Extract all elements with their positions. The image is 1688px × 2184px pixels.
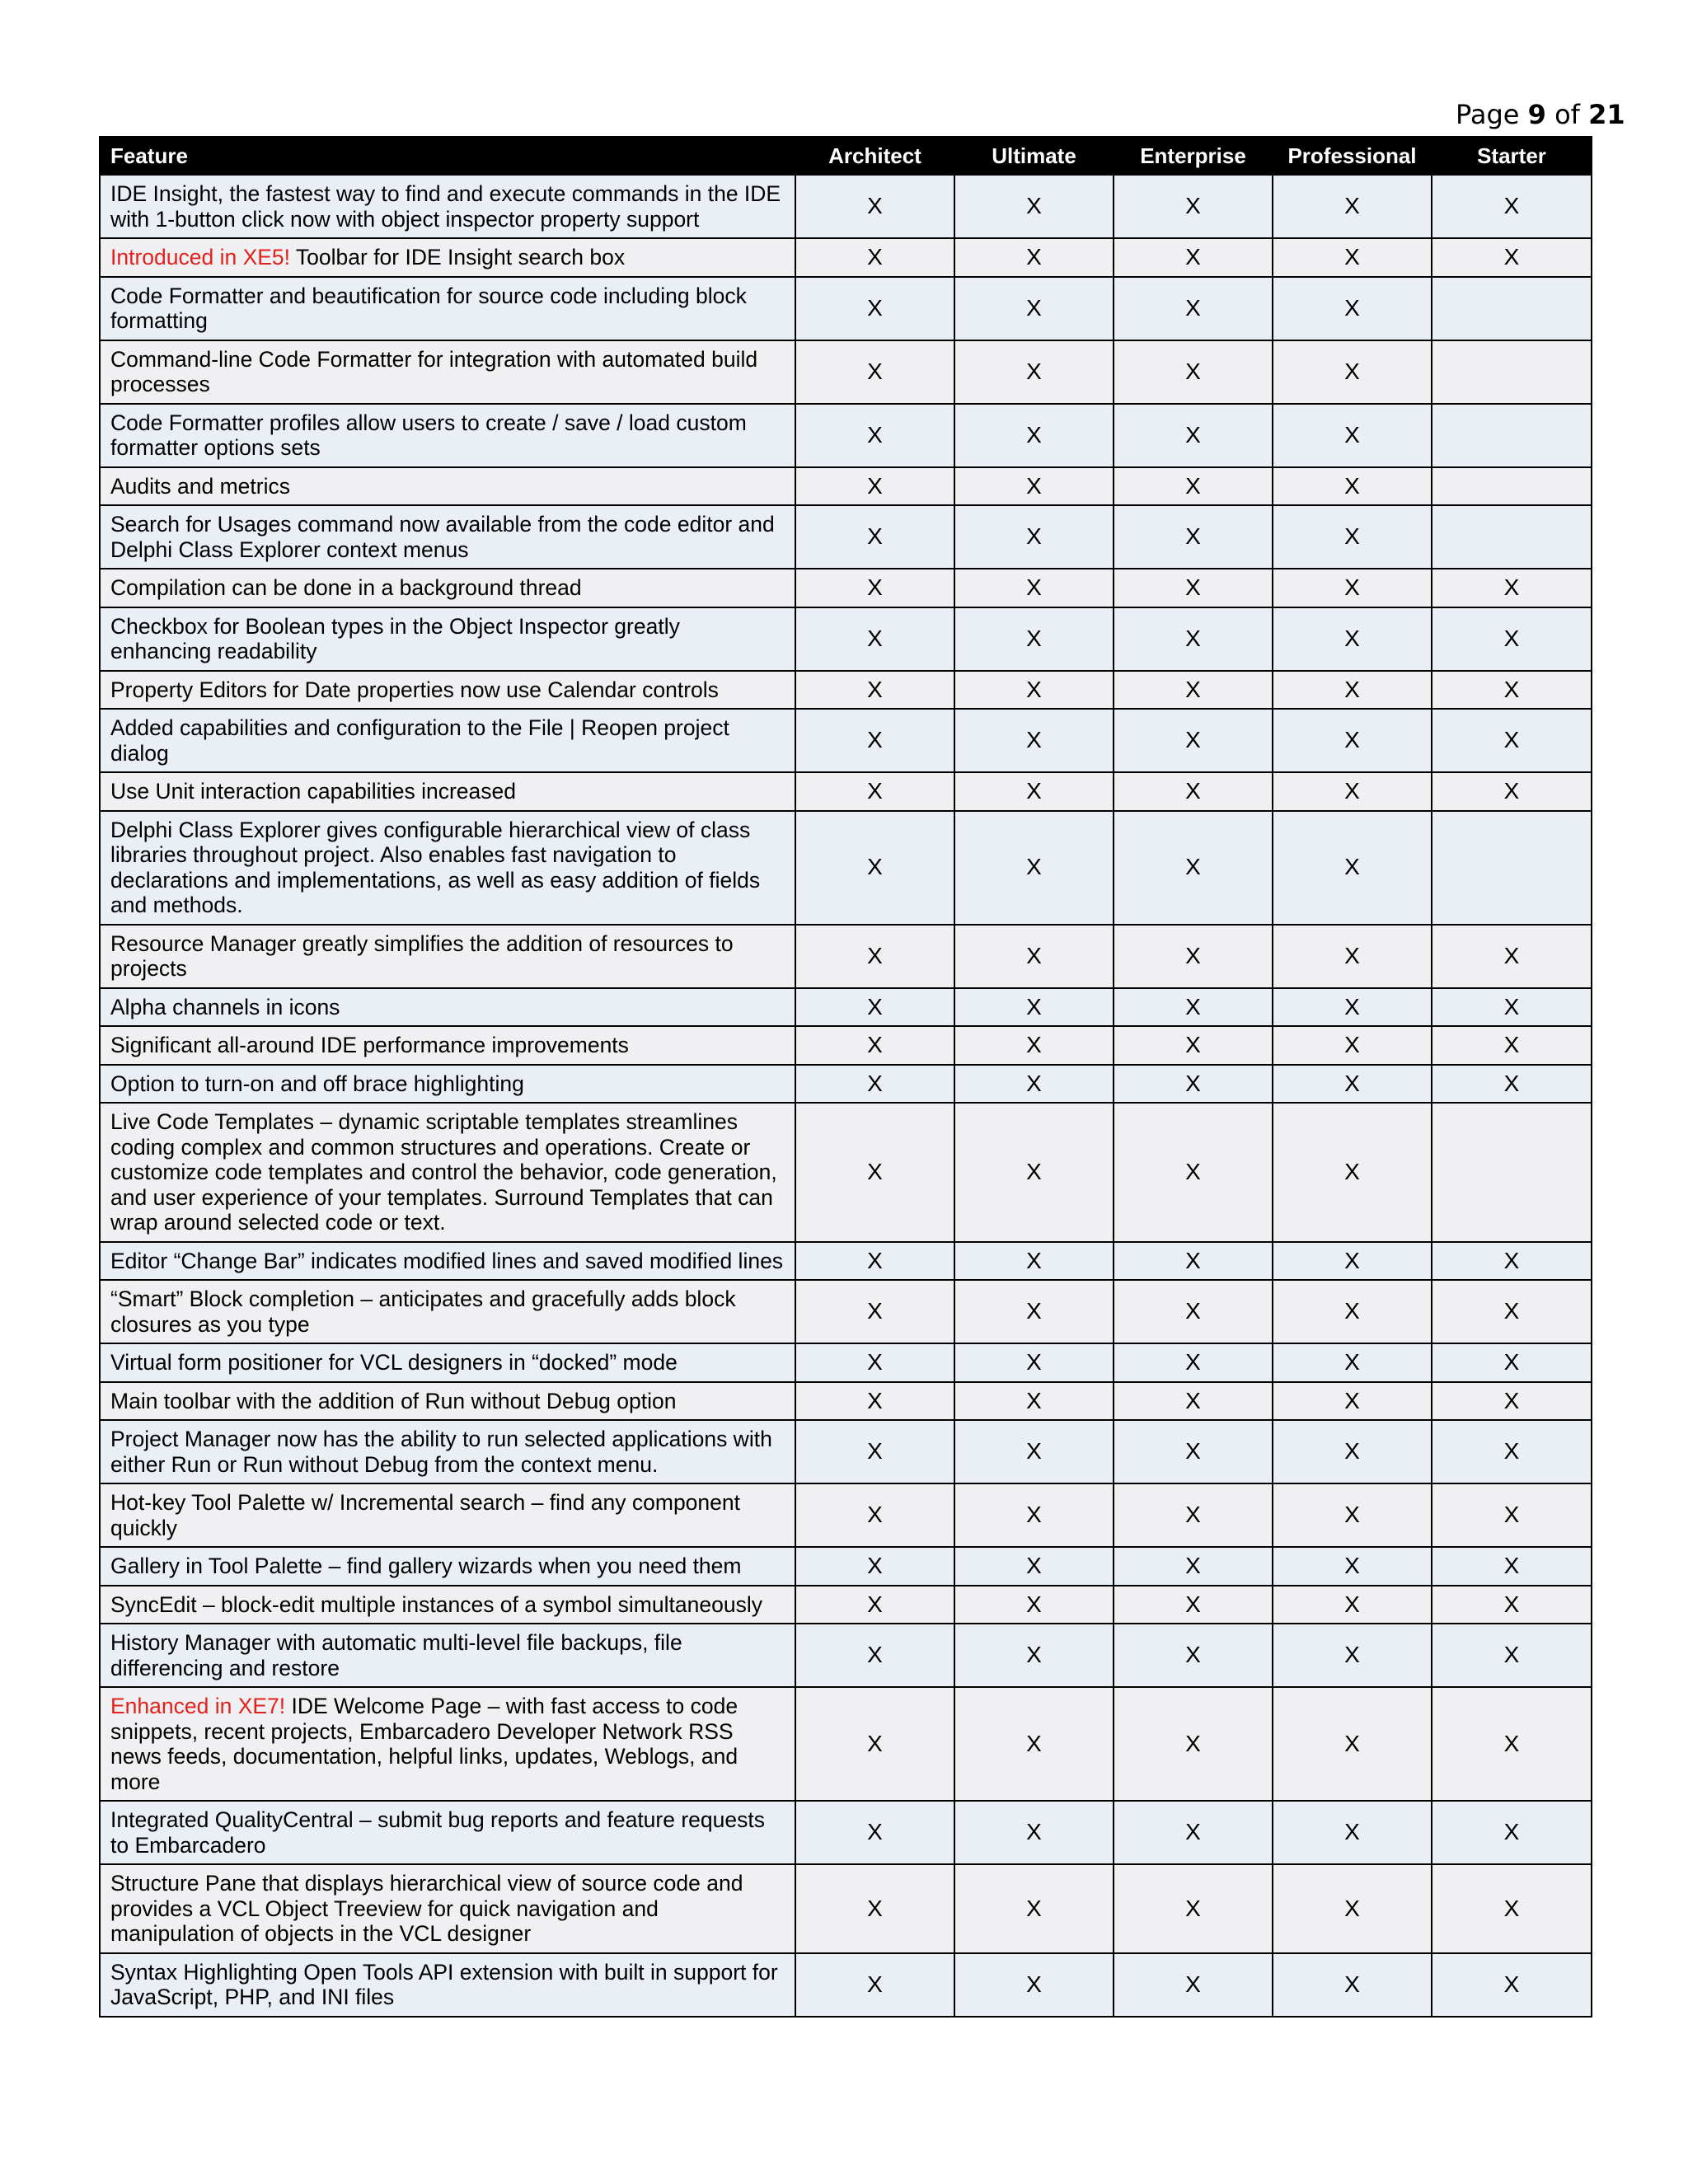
table-row: [100, 1280, 1592, 1343]
enterprise-mark: X: [1114, 1280, 1273, 1343]
table-row: [100, 277, 1592, 340]
feature-highlight-label: Introduced in XE5!: [110, 245, 291, 269]
page-total: 21: [1588, 99, 1625, 130]
feature-cell: [100, 1586, 795, 1624]
ultimate-mark: X: [954, 1343, 1114, 1382]
professional-mark: X: [1273, 1103, 1432, 1242]
ultimate-mark: X: [954, 1801, 1114, 1864]
table-row: [100, 340, 1592, 404]
feature-text: IDE Welcome Page – with fast access to code snippets, recent projects, Embarcadero Developer Network RSS news feeds, documentation, helpful links, updates, Weblogs, and more: [110, 1694, 738, 1794]
starter-mark: X: [1432, 1065, 1592, 1104]
ultimate-mark: X: [954, 277, 1114, 340]
architect-mark: X: [795, 175, 954, 238]
professional-mark: X: [1273, 671, 1432, 710]
starter-mark: X: [1432, 607, 1592, 671]
professional-mark: X: [1273, 1801, 1432, 1864]
enterprise-mark: X: [1114, 1586, 1273, 1624]
table-row: [100, 1586, 1592, 1624]
feature-text: Property Editors for Date properties now use Calendar controls: [110, 677, 719, 702]
feature-text: Project Manager now has the ability to run selected applications with either Run or Run without Debug from the context menu.: [110, 1427, 772, 1477]
enterprise-mark: X: [1114, 607, 1273, 671]
table-row: [100, 505, 1592, 569]
feature-text: Use Unit interaction capabilities increased: [110, 779, 516, 804]
feature-cell: [100, 238, 795, 277]
feature-text: Gallery in Tool Palette – find gallery wizards when you need them: [110, 1554, 742, 1578]
professional-mark: X: [1273, 1420, 1432, 1483]
table-row: [100, 1343, 1592, 1382]
architect-mark: X: [795, 1483, 954, 1547]
ultimate-mark: X: [954, 811, 1114, 925]
feature-text: Live Code Templates – dynamic scriptable templates streamlines coding complex and common structures and operations. Create or customize code templates and control the behavior, code generation, and user experience of your templates. Surround Templates that can wrap around selected code or text.: [110, 1109, 777, 1235]
table-row: [100, 1953, 1592, 2017]
feature-cell: [100, 1280, 795, 1343]
table-row: [100, 1420, 1592, 1483]
starter-mark: [1432, 505, 1592, 569]
architect-mark: X: [795, 238, 954, 277]
enterprise-mark: X: [1114, 1953, 1273, 2017]
column-header-feature: Feature: [100, 137, 795, 175]
professional-mark: X: [1273, 988, 1432, 1027]
ultimate-mark: X: [954, 1953, 1114, 2017]
feature-cell: [100, 277, 795, 340]
ultimate-mark: X: [954, 340, 1114, 404]
enterprise-mark: X: [1114, 772, 1273, 811]
table-row: [100, 238, 1592, 277]
feature-highlight-label: Enhanced in XE7!: [110, 1694, 286, 1718]
architect-mark: X: [795, 1242, 954, 1281]
architect-mark: X: [795, 1420, 954, 1483]
architect-mark: X: [795, 1864, 954, 1953]
professional-mark: X: [1273, 505, 1432, 569]
enterprise-mark: X: [1114, 1420, 1273, 1483]
professional-mark: X: [1273, 404, 1432, 467]
feature-cell: [100, 811, 795, 925]
starter-mark: X: [1432, 1547, 1592, 1586]
architect-mark: X: [795, 1103, 954, 1242]
professional-mark: X: [1273, 709, 1432, 772]
feature-text: Delphi Class Explorer gives configurable hierarchical view of class libraries throughout project. Also enables fast navigation to declarations and implementations, as well as easy addition of fields and methods.: [110, 817, 761, 917]
architect-mark: X: [795, 1026, 954, 1065]
feature-text: Main toolbar with the addition of Run without Debug option: [110, 1388, 677, 1413]
feature-text: Search for Usages command now available from the code editor and Delphi Class Explorer context menus: [110, 512, 775, 562]
ultimate-mark: X: [954, 1420, 1114, 1483]
professional-mark: X: [1273, 1242, 1432, 1281]
feature-cell: [100, 1953, 795, 2017]
architect-mark: X: [795, 772, 954, 811]
ultimate-mark: X: [954, 1483, 1114, 1547]
column-header-ultimate: Ultimate: [954, 137, 1114, 175]
feature-text: Virtual form positioner for VCL designers in “docked” mode: [110, 1350, 678, 1375]
starter-mark: X: [1432, 569, 1592, 607]
starter-mark: X: [1432, 1242, 1592, 1281]
ultimate-mark: X: [954, 709, 1114, 772]
enterprise-mark: X: [1114, 1547, 1273, 1586]
feature-text: Alpha channels in icons: [110, 994, 340, 1019]
feature-cell: [100, 1103, 795, 1242]
feature-text: Structure Pane that displays hierarchical view of source code and provides a VCL Object Treeview for quick navigation and manipulation of objects in the VCL designer: [110, 1871, 743, 1946]
professional-mark: X: [1273, 1547, 1432, 1586]
table-row: [100, 1624, 1592, 1687]
column-header-enterprise: Enterprise: [1114, 137, 1273, 175]
feature-cell: [100, 1065, 795, 1104]
architect-mark: X: [795, 1624, 954, 1687]
enterprise-mark: X: [1114, 1624, 1273, 1687]
ultimate-mark: X: [954, 175, 1114, 238]
enterprise-mark: X: [1114, 709, 1273, 772]
ultimate-mark: X: [954, 1382, 1114, 1421]
ultimate-mark: X: [954, 988, 1114, 1027]
feature-text: Hot-key Tool Palette w/ Incremental search – find any component quickly: [110, 1490, 740, 1540]
enterprise-mark: X: [1114, 1382, 1273, 1421]
feature-text: Significant all-around IDE performance improvements: [110, 1033, 629, 1057]
enterprise-mark: X: [1114, 1687, 1273, 1801]
starter-mark: X: [1432, 925, 1592, 988]
architect-mark: X: [795, 1382, 954, 1421]
feature-cell: [100, 1483, 795, 1547]
feature-text: Compilation can be done in a background thread: [110, 575, 582, 600]
feature-text: IDE Insight, the fastest way to find and execute commands in the IDE with 1-button click now with object inspector property support: [110, 181, 781, 232]
architect-mark: X: [795, 1687, 954, 1801]
enterprise-mark: X: [1114, 1103, 1273, 1242]
architect-mark: X: [795, 1586, 954, 1624]
starter-mark: X: [1432, 988, 1592, 1027]
enterprise-mark: X: [1114, 671, 1273, 710]
architect-mark: X: [795, 925, 954, 988]
feature-cell: [100, 671, 795, 710]
feature-text: Command-line Code Formatter for integration with automated build processes: [110, 346, 758, 396]
feature-cell: [100, 925, 795, 988]
enterprise-mark: X: [1114, 1242, 1273, 1281]
feature-text: Resource Manager greatly simplifies the addition of resources to projects: [110, 930, 734, 981]
feature-text: Code Formatter profiles allow users to create / save / load custom formatter options sets: [110, 410, 747, 460]
starter-mark: X: [1432, 1801, 1592, 1864]
feature-text: Toolbar for IDE Insight search box: [290, 245, 626, 269]
ultimate-mark: X: [954, 1103, 1114, 1242]
starter-mark: X: [1432, 1953, 1592, 2017]
feature-text: History Manager with automatic multi-level file backups, file differencing and restore: [110, 1630, 682, 1680]
ultimate-mark: X: [954, 505, 1114, 569]
feature-text: Syntax Highlighting Open Tools API extension with built in support for JavaScript, PHP, and INI files: [110, 1959, 778, 2009]
table-row: [100, 1103, 1592, 1242]
feature-text: Audits and metrics: [110, 473, 290, 499]
starter-mark: X: [1432, 1483, 1592, 1547]
ultimate-mark: X: [954, 1065, 1114, 1104]
architect-mark: X: [795, 607, 954, 671]
ultimate-mark: X: [954, 1586, 1114, 1624]
feature-cell: [100, 505, 795, 569]
table-row: [100, 925, 1592, 988]
professional-mark: X: [1273, 1280, 1432, 1343]
feature-text: Checkbox for Boolean types in the Object Inspector greatly enhancing readability: [110, 613, 680, 663]
feature-cell: [100, 404, 795, 467]
professional-mark: X: [1273, 467, 1432, 506]
starter-mark: [1432, 467, 1592, 506]
table-row: [100, 404, 1592, 467]
architect-mark: X: [795, 467, 954, 506]
feature-cell: [100, 1382, 795, 1421]
starter-mark: X: [1432, 709, 1592, 772]
architect-mark: X: [795, 569, 954, 607]
enterprise-mark: X: [1114, 811, 1273, 925]
feature-cell: [100, 1687, 795, 1801]
feature-cell: [100, 1547, 795, 1586]
enterprise-mark: X: [1114, 404, 1273, 467]
feature-text: Added capabilities and configuration to the File | Reopen project dialog: [110, 715, 729, 766]
table-row: [100, 467, 1592, 506]
table-row: [100, 1382, 1592, 1421]
ultimate-mark: X: [954, 569, 1114, 607]
feature-cell: [100, 1343, 795, 1382]
feature-cell: [100, 340, 795, 404]
architect-mark: X: [795, 1343, 954, 1382]
enterprise-mark: X: [1114, 1483, 1273, 1547]
column-header-architect: Architect: [795, 137, 954, 175]
ultimate-mark: X: [954, 1687, 1114, 1801]
starter-mark: [1432, 811, 1592, 925]
enterprise-mark: X: [1114, 467, 1273, 506]
table-row: [100, 1864, 1592, 1953]
starter-mark: X: [1432, 1382, 1592, 1421]
ultimate-mark: X: [954, 404, 1114, 467]
professional-mark: X: [1273, 1586, 1432, 1624]
enterprise-mark: X: [1114, 925, 1273, 988]
table-row: [100, 1065, 1592, 1104]
table-row: [100, 811, 1592, 925]
architect-mark: X: [795, 988, 954, 1027]
table-row: [100, 671, 1592, 710]
feature-text: Option to turn-on and off brace highlighting: [110, 1071, 524, 1096]
table-row: [100, 1026, 1592, 1065]
starter-mark: [1432, 1103, 1592, 1242]
page-number: [1456, 99, 1625, 130]
starter-mark: X: [1432, 1687, 1592, 1801]
starter-mark: X: [1432, 1864, 1592, 1953]
table-header-row: [100, 137, 1592, 175]
enterprise-mark: X: [1114, 1864, 1273, 1953]
enterprise-mark: X: [1114, 988, 1273, 1027]
professional-mark: X: [1273, 925, 1432, 988]
feature-cell: [100, 1242, 795, 1281]
architect-mark: X: [795, 1953, 954, 2017]
starter-mark: X: [1432, 671, 1592, 710]
feature-cell: [100, 569, 795, 607]
enterprise-mark: X: [1114, 175, 1273, 238]
ultimate-mark: X: [954, 1624, 1114, 1687]
starter-mark: [1432, 340, 1592, 404]
architect-mark: X: [795, 1065, 954, 1104]
ultimate-mark: X: [954, 772, 1114, 811]
starter-mark: X: [1432, 1624, 1592, 1687]
enterprise-mark: X: [1114, 340, 1273, 404]
table-row: [100, 607, 1592, 671]
ultimate-mark: X: [954, 1280, 1114, 1343]
starter-mark: X: [1432, 1586, 1592, 1624]
table-row: [100, 1242, 1592, 1281]
professional-mark: X: [1273, 175, 1432, 238]
ultimate-mark: X: [954, 1547, 1114, 1586]
enterprise-mark: X: [1114, 505, 1273, 569]
starter-mark: X: [1432, 1026, 1592, 1065]
column-header-professional: Professional: [1273, 137, 1432, 175]
table-row: [100, 988, 1592, 1027]
table-row: [100, 175, 1592, 238]
ultimate-mark: X: [954, 1026, 1114, 1065]
architect-mark: X: [795, 404, 954, 467]
architect-mark: X: [795, 1280, 954, 1343]
feature-cell: [100, 1864, 795, 1953]
enterprise-mark: X: [1114, 277, 1273, 340]
architect-mark: X: [795, 340, 954, 404]
professional-mark: X: [1273, 607, 1432, 671]
architect-mark: X: [795, 277, 954, 340]
enterprise-mark: X: [1114, 569, 1273, 607]
professional-mark: X: [1273, 569, 1432, 607]
professional-mark: X: [1273, 772, 1432, 811]
ultimate-mark: X: [954, 1864, 1114, 1953]
ultimate-mark: X: [954, 607, 1114, 671]
feature-cell: [100, 607, 795, 671]
professional-mark: X: [1273, 1343, 1432, 1382]
table-row: [100, 1483, 1592, 1547]
page-label: Page: [1456, 99, 1520, 130]
table-row: [100, 772, 1592, 811]
enterprise-mark: X: [1114, 238, 1273, 277]
architect-mark: X: [795, 1547, 954, 1586]
professional-mark: X: [1273, 1026, 1432, 1065]
starter-mark: X: [1432, 175, 1592, 238]
starter-mark: X: [1432, 1343, 1592, 1382]
enterprise-mark: X: [1114, 1801, 1273, 1864]
professional-mark: X: [1273, 277, 1432, 340]
feature-cell: [100, 1420, 795, 1483]
professional-mark: X: [1273, 1624, 1432, 1687]
feature-text: Integrated QualityCentral – submit bug reports and feature requests to Embarcadero: [110, 1807, 765, 1858]
feature-cell: [100, 175, 795, 238]
feature-cell: [100, 709, 795, 772]
enterprise-mark: X: [1114, 1065, 1273, 1104]
starter-mark: [1432, 404, 1592, 467]
architect-mark: X: [795, 811, 954, 925]
professional-mark: X: [1273, 340, 1432, 404]
feature-comparison-table: [99, 136, 1592, 2018]
feature-cell: [100, 1026, 795, 1065]
professional-mark: X: [1273, 1953, 1432, 2017]
feature-cell: [100, 1801, 795, 1864]
architect-mark: X: [795, 505, 954, 569]
ultimate-mark: X: [954, 467, 1114, 506]
feature-text: Code Formatter and beautification for source code including block formatting: [110, 283, 747, 333]
feature-cell: [100, 1624, 795, 1687]
feature-cell: [100, 988, 795, 1027]
starter-mark: X: [1432, 1420, 1592, 1483]
table-row: [100, 1687, 1592, 1801]
page-of-label: of: [1554, 99, 1580, 130]
professional-mark: X: [1273, 1687, 1432, 1801]
column-header-starter: Starter: [1432, 137, 1592, 175]
professional-mark: X: [1273, 1065, 1432, 1104]
professional-mark: X: [1273, 811, 1432, 925]
ultimate-mark: X: [954, 1242, 1114, 1281]
architect-mark: X: [795, 671, 954, 710]
table-row: [100, 709, 1592, 772]
table-row: [100, 569, 1592, 607]
starter-mark: [1432, 277, 1592, 340]
professional-mark: X: [1273, 238, 1432, 277]
enterprise-mark: X: [1114, 1026, 1273, 1065]
professional-mark: X: [1273, 1382, 1432, 1421]
enterprise-mark: X: [1114, 1343, 1273, 1382]
professional-mark: X: [1273, 1864, 1432, 1953]
ultimate-mark: X: [954, 238, 1114, 277]
starter-mark: X: [1432, 1280, 1592, 1343]
feature-text: Editor “Change Bar” indicates modified lines and saved modified lines: [110, 1248, 784, 1273]
professional-mark: X: [1273, 1483, 1432, 1547]
architect-mark: X: [795, 1801, 954, 1864]
table-body: [100, 175, 1592, 2017]
table-row: [100, 1801, 1592, 1864]
table-row: [100, 1547, 1592, 1586]
starter-mark: X: [1432, 772, 1592, 811]
starter-mark: X: [1432, 238, 1592, 277]
architect-mark: X: [795, 709, 954, 772]
feature-cell: [100, 772, 795, 811]
feature-text: “Smart” Block completion – anticipates and gracefully adds block closures as you type: [110, 1286, 736, 1337]
feature-text: SyncEdit – block-edit multiple instances of a symbol simultaneously: [110, 1591, 762, 1617]
ultimate-mark: X: [954, 925, 1114, 988]
page-current: 9: [1527, 99, 1546, 130]
ultimate-mark: X: [954, 671, 1114, 710]
feature-cell: [100, 467, 795, 506]
